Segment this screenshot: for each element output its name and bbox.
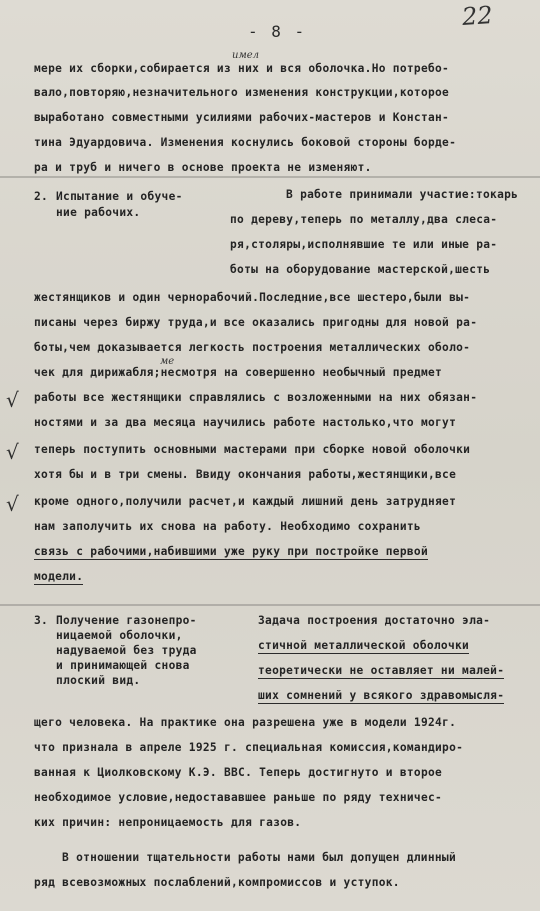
text-line: по дереву,теперь по металлу,два слеса- xyxy=(230,213,498,226)
text-line: хотя бы и в три смены. Ввиду окончания работы,жестянщики,все xyxy=(34,468,457,481)
text-line: чек для дирижабля;несмотря на совершенно необычный предмет xyxy=(34,366,443,379)
underlined-text-line: ших сомнений у всякого здравомысля- xyxy=(258,689,505,702)
handwritten-page-number: 22 xyxy=(461,0,494,32)
section-title: Получение газонепро- xyxy=(56,614,197,627)
text-line: теперь поступить основными мастерами при сборке новой оболочки xyxy=(34,443,471,456)
page-number: - 8 - xyxy=(248,22,307,41)
text-line: кроме одного,получили расчет,и каждый лишний день затрудняет xyxy=(34,495,457,508)
handwritten-annotation: ме xyxy=(160,356,175,367)
text-line: ряд всевозможных послаблений,компромиссов и уступок. xyxy=(34,876,400,889)
underlined-text-line: модели. xyxy=(34,570,84,583)
underlined-text-line: связь с рабочими,набившими уже руку при постройке первой xyxy=(34,545,428,558)
text-line: ностями и за два месяца научились работе настолько,что могут xyxy=(34,416,457,429)
text-line: мере их сборки,собирается из них и вся оболочка.Но потребо- xyxy=(34,62,450,75)
text-line: писаны через биржу труда,и все оказались пригодны для новой ра- xyxy=(34,316,478,329)
fold-line xyxy=(0,604,540,606)
text-line: что признала в апреле 1925 г. специальная комиссия,командиро- xyxy=(34,741,464,754)
text-line: боты на оборудование мастерской,шесть xyxy=(230,263,491,276)
check-mark: √ xyxy=(6,492,19,516)
section-number: 3. xyxy=(34,614,49,627)
text-line: Задача построения достаточно эла- xyxy=(258,614,491,627)
section-title: ние рабочих. xyxy=(56,206,141,219)
section-title: и принимающей снова xyxy=(56,659,190,672)
text-line: жестянщиков и один чернорабочий.Последние,все шестеро,были вы- xyxy=(34,291,471,304)
text-line: ванная к Циолковскому К.Э. ВВС. Теперь достигнуто и второе xyxy=(34,766,443,779)
underlined-text-line: теоретически не оставляет ни малей- xyxy=(258,664,505,677)
underlined-text-line: стичной металлической оболочки xyxy=(258,639,470,652)
text-line: В работе принимали участие:токарь xyxy=(286,188,519,201)
fold-line xyxy=(0,176,540,178)
handwritten-annotation: имел xyxy=(232,50,260,61)
check-mark: √ xyxy=(6,388,19,412)
text-line: ря,столяры,исполнявшие те или иные ра- xyxy=(230,238,498,251)
text-line: выработано совместными усилиями рабочих-мастеров и Констан- xyxy=(34,111,450,124)
text-line: ких причин: непроницаемость для газов. xyxy=(34,816,302,829)
text-line: ра и труб и ничего в основе проекта не изменяют. xyxy=(34,161,372,174)
check-mark: √ xyxy=(6,440,19,464)
text-line: тина Эдуардовича. Изменения коснулись боковой стороны борде- xyxy=(34,136,457,149)
section-title: ницаемой оболочки, xyxy=(56,629,183,642)
text-line: щего человека. На практике она разрешена уже в модели 1924г. xyxy=(34,716,457,729)
text-line: необходимое условие,недостававшее раньше по ряду техничес- xyxy=(34,791,443,804)
text-line: боты,чем доказывается легкость построения металлических оболо- xyxy=(34,341,471,354)
section-title: надуваемой без труда xyxy=(56,644,197,657)
text-line: нам заполучить их снова на работу. Необходимо сохранить xyxy=(34,520,421,533)
text-line: В отношении тщательности работы нами был допущен длинный xyxy=(62,851,456,864)
section-title: Испытание и обуче- xyxy=(56,190,183,203)
section-number: 2. xyxy=(34,190,49,203)
text-line: вало,повторяю,незначительного изменения конструкции,которое xyxy=(34,86,450,99)
text-line: работы все жестянщики справлялись с возложенными на них обязан- xyxy=(34,391,478,404)
section-title: плоский вид. xyxy=(56,674,141,687)
